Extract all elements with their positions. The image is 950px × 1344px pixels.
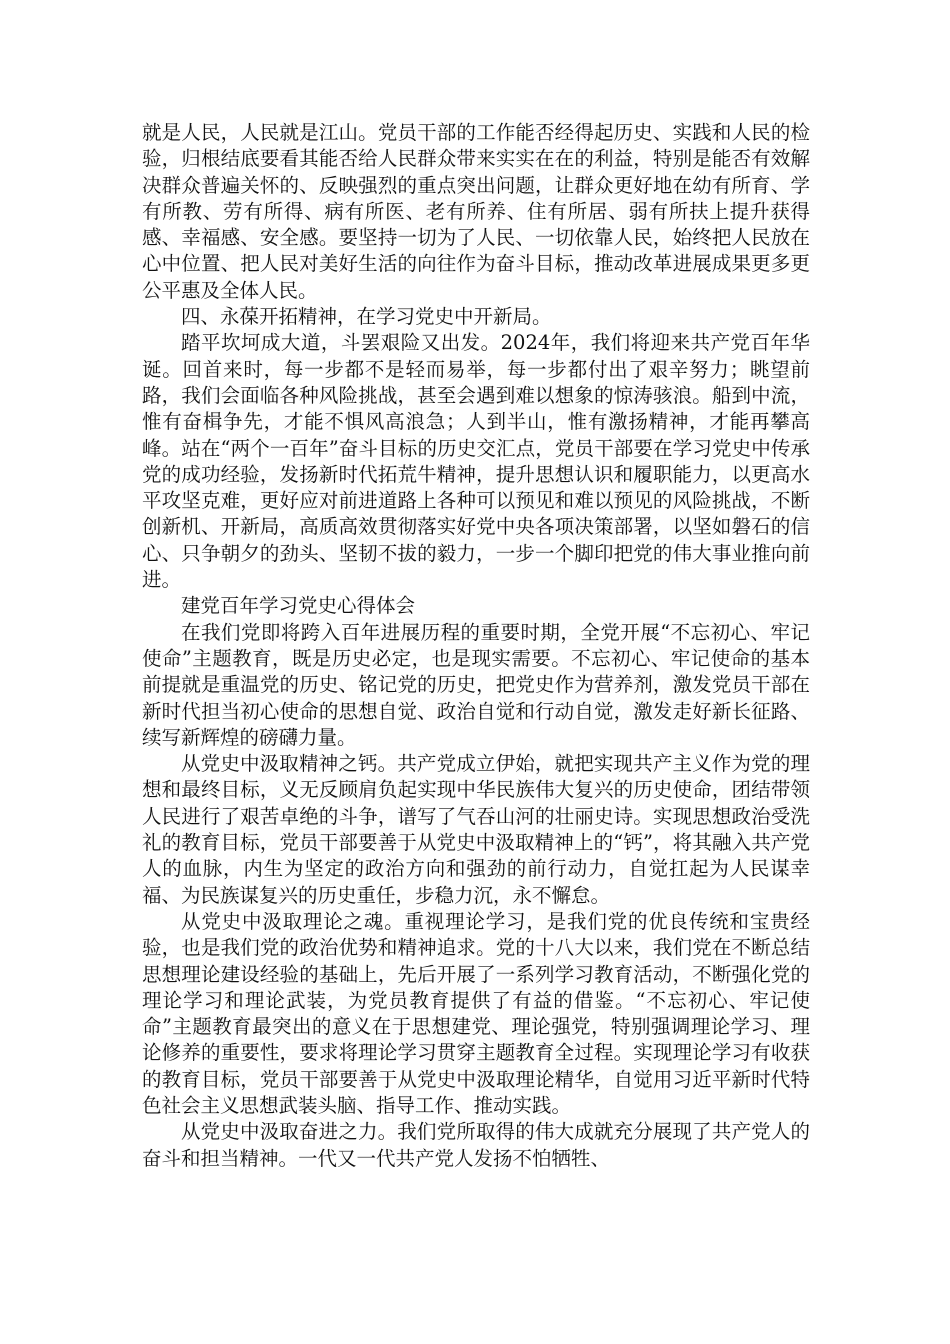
paragraph-7: 从党史中汲取理论之魂。重视理论学习，是我们党的优良传统和宝贵经验，也是我们党的政治优势和精神追求。党的十八大以来，我们党在不断总结思想理论建设经验的基础上，先后开展了一系列学习教育活动，不断强化党的理论学习和理论武装，为党员教育提供了有益的借鉴。“不忘初心、牢记使命”主题教育最突出的意义在于思想建党、理论强党，特别强调理论学习、理论修养的重要性，要求将理论学习贯穿主题教育全过程。实现理论学习有收获的教育目标，党员干部要善于从党史中汲取理论精华，自觉用习近平新时代特色社会主义思想武装头脑、指导工作、推动实践。 bbox=[142, 909, 810, 1117]
paragraph-3: 踏平坎坷成大道，斗罢艰险又出发。2024年，我们将迎来共产党百年华诞。回首来时，每一步都不是轻而易举，每一步都付出了艰辛努力；眺望前路，我们会面临各种风险挑战，甚至会遇到难以想象的惊涛骇浪。船到中流，惟有奋楫争先，才能不惧风高浪急；人到半山，惟有激扬精神，才能再攀高峰。站在“两个一百年”奋斗目标的历史交汇点，党员干部要在学习党史中传承党的成功经验，发扬新时代拓荒牛精神，提升思想认识和履职能力，以更高水平攻坚克难，更好应对前进道路上各种可以预见和难以预见的风险挑战，不断创新机、开新局，高质高效贯彻落实好党中央各项决策部署，以坚如磐石的信心、只争朝夕的劲头、坚韧不拔的毅力，一步一个脚印把党的伟大事业推向前进。 bbox=[142, 331, 810, 592]
paragraph-8: 从党史中汲取奋进之力。我们党所取得的伟大成就充分展现了共产党人的奋斗和担当精神。一代又一代共产党人发扬不怕牺牲、 bbox=[142, 1120, 810, 1170]
article-title: 建党百年学习党史心得体会 bbox=[181, 594, 416, 618]
paragraph-1: 就是人民，人民就是江山。党员干部的工作能否经得起历史、实践和人民的检验，归根结底要看其能否给人民群众带来实实在在的利益，特别是能否有效解决群众普遍关怀的、反映强烈的重点突出问题，让群众更好地在幼有所育、学有所教、劳有所得、病有所医、老有所养、住有所居、弱有所扶上提升获得感、幸福感、安全感。要坚持一切为了人民、一切依靠人民，始终把人民放在心中位置、把人民对美好生活的向往作为奋斗目标，推动改革进展成果更多更公平惠及全体人民。 bbox=[142, 121, 810, 302]
paragraph-5: 在我们党即将跨入百年进展历程的重要时期，全党开展“不忘初心、牢记使命”主题教育，既是历史必定，也是现实需要。不忘初心、牢记使命的基本前提就是重温党的历史、铭记党的历史，把党史作为营养剂，激发党员干部在新时代担当初心使命的思想自觉、政治自觉和行动自觉，激发走好新长征路、续写新辉煌的磅礴力量。 bbox=[142, 620, 810, 749]
document-page bbox=[142, 120, 810, 1172]
paragraph-6: 从党史中汲取精神之钙。共产党成立伊始，就把实现共产主义作为党的理想和最终目标，义无反顾肩负起实现中华民族伟大复兴的历史使命，团结带领人民进行了艰苦卓绝的斗争，谱写了气吞山河的壮丽史诗。实现思想政治受洗礼的教育目标，党员干部要善于从党史中汲取精神上的“钙”，将其融入共产党人的血脉，内生为坚定的政治方向和强劲的前行动力，自觉扛起为人民谋幸福、为民族谋复兴的历史重任，步稳力沉，永不懈怠。 bbox=[142, 752, 810, 907]
section-heading-four: 四、永葆开拓精神，在学习党史中开新局。 bbox=[181, 305, 552, 329]
